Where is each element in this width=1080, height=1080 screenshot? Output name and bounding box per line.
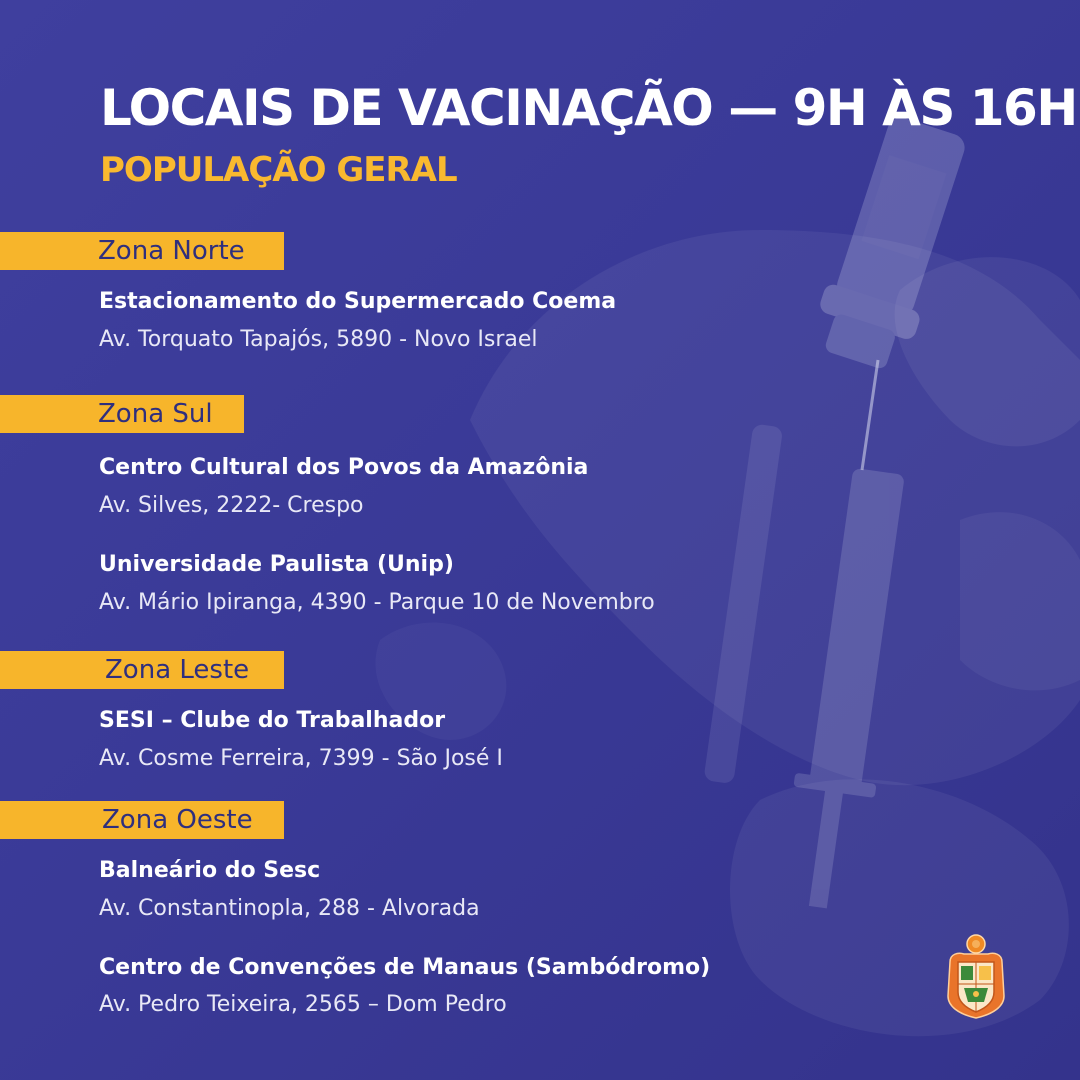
location-name: Balneário do Sesc: [99, 858, 321, 883]
location-name: Centro Cultural dos Povos da Amazônia: [99, 455, 589, 480]
zone-sul-header: Zona Sul: [0, 395, 244, 433]
location-name: Estacionamento do Supermercado Coema: [99, 289, 617, 314]
location-address: Av. Silves, 2222- Crespo: [99, 493, 364, 518]
manaus-coat-of-arms-icon: [944, 932, 1008, 1020]
zone-oeste-header: Zona Oeste: [0, 801, 284, 839]
location-name: Universidade Paulista (Unip): [99, 552, 454, 577]
location-address: Av. Constantinopla, 288 - Alvorada: [99, 896, 480, 921]
zone-leste-header: Zona Leste: [0, 651, 284, 689]
page-subtitle: POPULAÇÃO GERAL: [100, 150, 457, 190]
page-title: LOCAIS DE VACINAÇÃO — 9H ÀS 16H: [100, 79, 1077, 137]
location-address: Av. Cosme Ferreira, 7399 - São José I: [99, 746, 503, 771]
location-name: SESI – Clube do Trabalhador: [99, 708, 446, 733]
location-address: Av. Pedro Teixeira, 2565 – Dom Pedro: [99, 992, 507, 1017]
location-address: Av. Mário Ipiranga, 4390 - Parque 10 de Novembro: [99, 590, 655, 615]
zone-norte-header: Zona Norte: [0, 232, 284, 270]
location-name: Centro de Convenções de Manaus (Sambódromo): [99, 955, 711, 980]
location-address: Av. Torquato Tapajós, 5890 - Novo Israel: [99, 327, 538, 352]
